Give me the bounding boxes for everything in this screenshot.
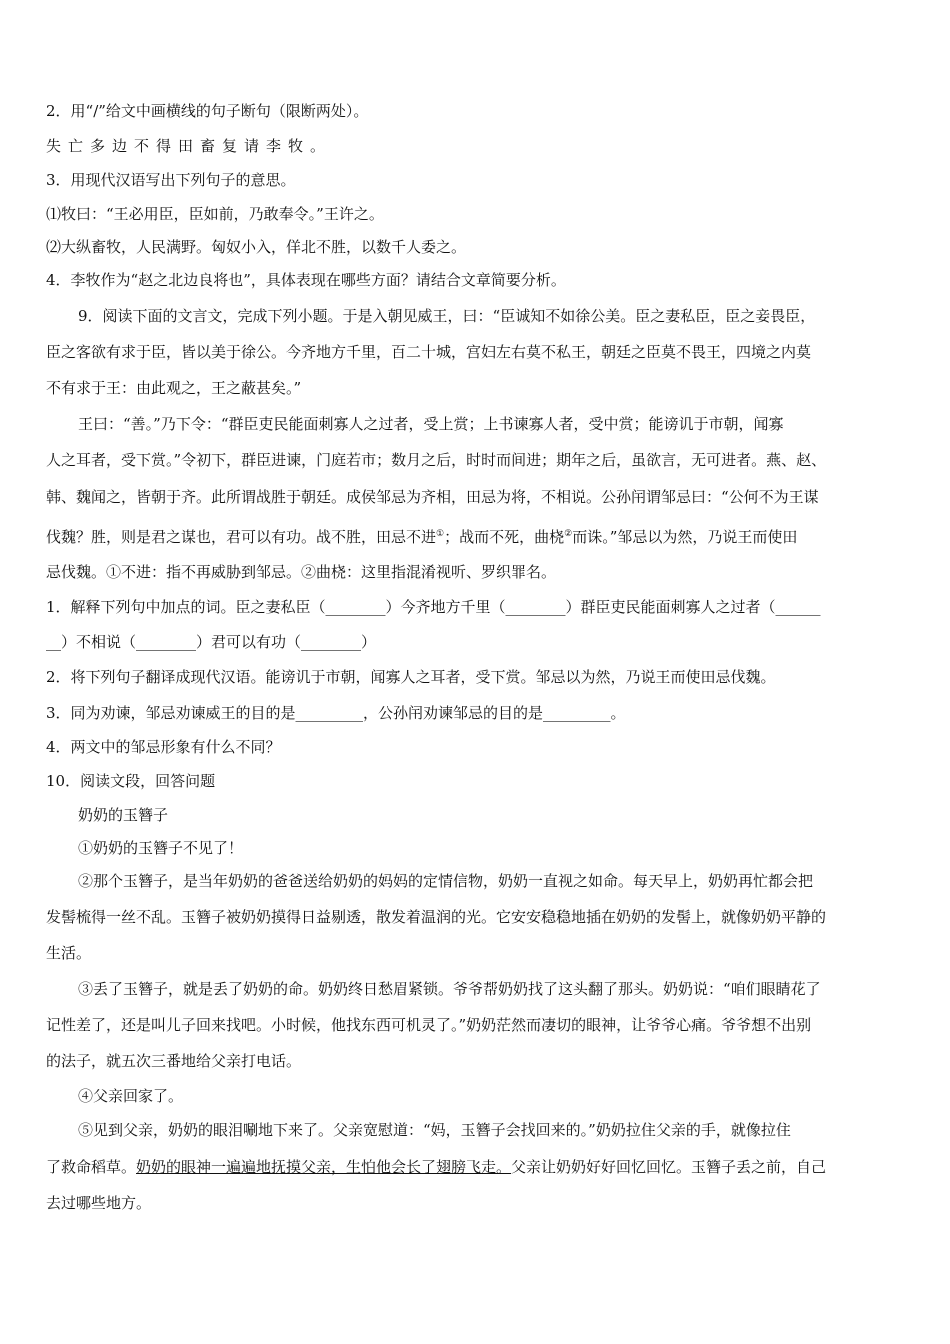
footnote-marker: ①: [436, 529, 445, 539]
passage-text: 伐魏？胜，则是君之谋也，君可以有功。战不胜，田忌不进: [46, 528, 437, 546]
footnote-marker: ②: [564, 529, 573, 539]
question-9-passage-line: 9．阅读下面的文言文，完成下列小题。于是入朝见威王，曰：“臣诚知不如徐公美。臣之妻私臣，臣之妾畏臣，: [78, 307, 816, 325]
passage-text: 而诛。”邹忌以为然，乃说王而使田: [572, 528, 798, 546]
passage-paragraph-3: ③丢了玉簪子，就是丢了奶奶的命。奶奶终日愁眉紧锁。爷爷帮奶奶找了这头翻了那头。奶奶说：“咱们眼睛花了: [78, 980, 821, 998]
question-9-subquestion-3: 3．同为劝谏，邹忌劝谏威王的目的是_________，公孙闬劝谏邹忌的目的是_________。: [46, 704, 626, 722]
passage-text: 了救命稻草。: [46, 1158, 137, 1176]
passage-paragraph-3-cont: 的法子，就五次三番地给父亲打电话。: [46, 1052, 302, 1070]
underlined-sentence: 奶奶的眼神一遍遍地抚摸父亲，生怕他会长了翅膀飞走。: [136, 1158, 512, 1176]
question-9-footnotes: 忌伐魏。①不进：指不再威胁到邹忌。②曲桡：这里指混淆视听、罗织罪名。: [46, 563, 557, 581]
passage-text: 父亲让奶奶好好回忆回忆。玉簪子丢之前，自己: [511, 1158, 827, 1176]
question-9-passage-line: 韩、魏闻之，皆朝于齐。此所谓战胜于朝廷。成侯邹忌为齐相，田忌为将，不相说。公孙闬谓邹忌曰：“公何不为王谋: [46, 488, 819, 506]
passage-paragraph-5-cont: 去过哪些地方。: [46, 1194, 152, 1212]
passage-title: 奶奶的玉簪子: [78, 806, 169, 824]
passage-paragraph-5-cont: [46, 1157, 908, 1177]
passage-paragraph-1: ①奶奶的玉簪子不见了！: [78, 839, 244, 857]
question-3-item-1: ⑴牧曰：“王必用臣，臣如前，乃敢奉令。”王许之。: [46, 205, 384, 223]
question-9-passage-line: 不有求于王：由此观之，王之蔽甚矣。”: [46, 379, 302, 397]
question-9-passage-line: 臣之客欲有求于臣，皆以美于徐公。今齐地方千里，百二十城，宫妇左右莫不私王，朝廷之臣莫不畏王，四境之内莫: [46, 343, 812, 361]
question-9-passage-line: [46, 524, 908, 547]
passage-paragraph-2: ②那个玉簪子，是当年奶奶的爸爸送给奶奶的妈妈的定情信物，奶奶一直视之如命。每天早上，奶奶再忙都会把: [78, 872, 814, 890]
question-2-prompt: 2．用“/”给文中画横线的句子断句（限断两处）。: [46, 102, 369, 120]
question-10-prompt: 10．阅读文段，回答问题: [46, 772, 216, 790]
passage-paragraph-3-cont: 记性差了，还是叫儿子回来找吧。小时候，他找东西可机灵了。”奶奶茫然而凄切的眼神，让爷爷心痛。爷爷想不出别: [46, 1016, 812, 1034]
passage-paragraph-2-cont: 生活。: [46, 944, 92, 962]
passage-paragraph-4: ④父亲回家了。: [78, 1087, 184, 1105]
question-9-subquestion-1: 1．解释下列句中加点的词。臣之妻私臣（________）今齐地方千里（________）群臣吏民能面刺寡人之过者（______: [46, 598, 821, 616]
passage-paragraph-5: ⑤见到父亲，奶奶的眼泪唰地下来了。父亲宽慰道：“妈，玉簪子会找回来的。”奶奶拉住父亲的手，就像拉住: [78, 1121, 791, 1139]
question-9-passage-line: 人之耳者，受下赏。”令初下，群臣进谏，门庭若市；数月之后，时时而间进；期年之后，虽欲言，无可进者。燕、赵、: [46, 451, 827, 469]
question-9-subquestion-4: 4．两文中的邹忌形象有什么不同？: [46, 738, 281, 756]
question-2-sentence: 失亡多边不得田畜复请李牧。: [46, 137, 333, 155]
question-9-passage-line: 王曰：“善。”乃下令：“群臣吏民能面刺寡人之过者，受上赏；上书谏寡人者，受中赏；能谤讥于市朝，闻寡: [78, 415, 784, 433]
question-4-prompt: 4．李牧作为“赵之北边良将也”，具体表现在哪些方面？请结合文章简要分析。: [46, 271, 566, 289]
question-9-subquestion-1-cont: __）不相说（________）君可以有功（________）: [46, 633, 377, 651]
question-9-subquestion-2: 2．将下列句子翻译成现代汉语。能谤讥于市朝，闻寡人之耳者，受下赏。邹忌以为然，乃说王而使田忌伐魏。: [46, 668, 776, 686]
passage-paragraph-2-cont: 发髻梳得一丝不乱。玉簪子被奶奶摸得日益剔透，散发着温润的光。它安安稳稳地插在奶奶的发髻上，就像奶奶平静的: [46, 908, 827, 926]
passage-text: ；战而不死，曲桡: [444, 528, 565, 546]
question-3-prompt: 3．用现代汉语写出下列句子的意思。: [46, 171, 296, 189]
question-3-item-2: ⑵大纵畜牧，人民满野。匈奴小入，佯北不胜，以数千人委之。: [46, 238, 467, 256]
